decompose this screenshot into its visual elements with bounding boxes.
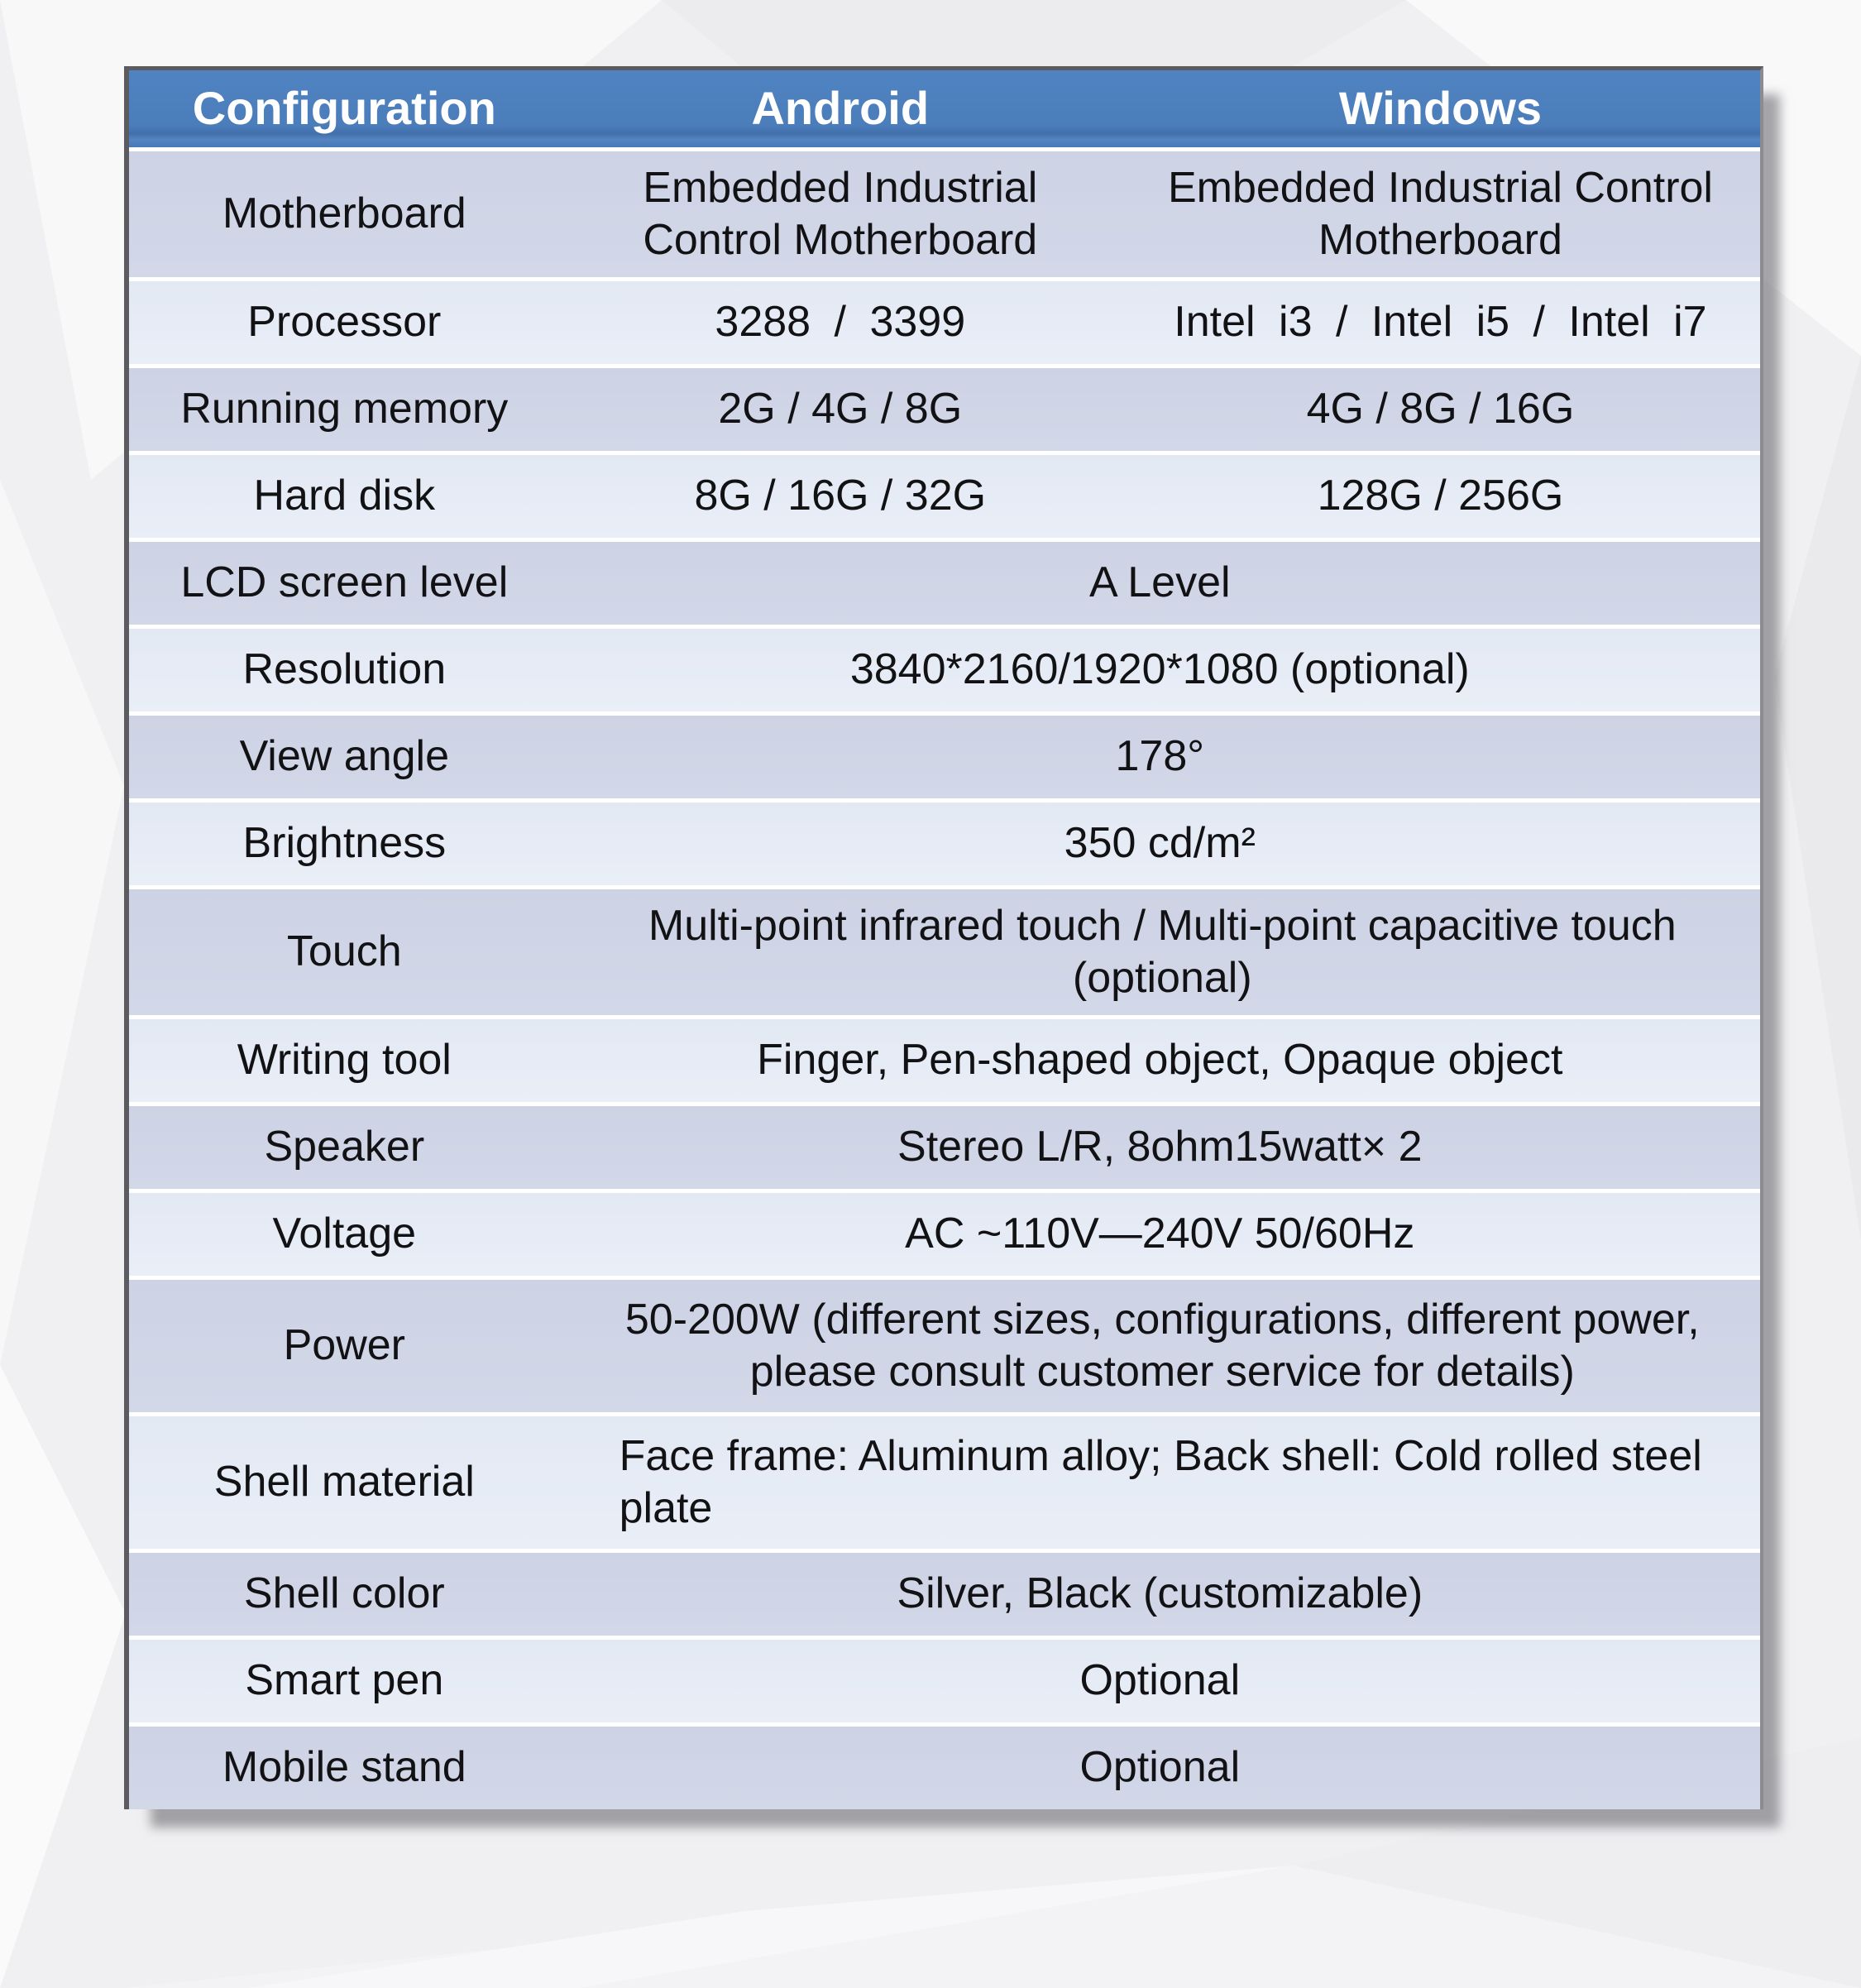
row-label: Smart pen <box>129 1640 560 1722</box>
table-row-brightness <box>129 802 1760 889</box>
shared-value: 3840*2160/1920*1080 (optional) <box>560 629 1760 711</box>
shared-value: Silver, Black (customizable) <box>560 1553 1760 1636</box>
table-row-shell-color <box>129 1553 1760 1640</box>
table-header-row <box>129 70 1760 151</box>
table-row-motherboard <box>129 151 1760 281</box>
shared-value: Optional <box>560 1640 1760 1722</box>
table-row-writing-tool <box>129 1019 1760 1106</box>
table-row-speaker <box>129 1106 1760 1193</box>
row-label: Touch <box>129 889 560 1015</box>
table-row-processor <box>129 281 1760 368</box>
windows-value: 128G / 256G <box>1121 455 1760 538</box>
shared-value: 178° <box>560 716 1760 798</box>
row-label: Motherboard <box>129 151 560 277</box>
android-value: 3288 / 3399 <box>560 281 1121 364</box>
spec-table <box>124 66 1763 1809</box>
row-label: Voltage <box>129 1193 560 1276</box>
shared-value: AC ~110V—240V 50/60Hz <box>560 1193 1760 1276</box>
table-row-running-memory <box>129 368 1760 455</box>
table-row-shell-material <box>129 1416 1760 1553</box>
windows-value: 4G / 8G / 16G <box>1121 368 1760 451</box>
shared-value: 50-200W (different sizes, configurations, different power, please consult customer service for details) <box>560 1280 1760 1412</box>
row-label: Resolution <box>129 629 560 711</box>
column-header-configuration: Configuration <box>129 70 560 147</box>
table-row-view-angle <box>129 716 1760 802</box>
row-label: Running memory <box>129 368 560 451</box>
table-row-touch <box>129 889 1760 1019</box>
column-header-android: Android <box>560 70 1121 147</box>
windows-value: Intel i3 / Intel i5 / Intel i7 <box>1121 281 1760 364</box>
windows-value: Embedded Industrial Control Motherboard <box>1121 151 1760 277</box>
table-row-voltage <box>129 1193 1760 1280</box>
row-label: Shell material <box>129 1416 560 1549</box>
column-header-windows: Windows <box>1121 70 1760 147</box>
shared-value: Stereo L/R, 8ohm15watt× 2 <box>560 1106 1760 1189</box>
row-label: Mobile stand <box>129 1727 560 1809</box>
shared-value: Optional <box>560 1727 1760 1809</box>
row-label: Shell color <box>129 1553 560 1636</box>
row-label: View angle <box>129 716 560 798</box>
shared-value: Finger, Pen-shaped object, Opaque object <box>560 1019 1760 1102</box>
table-row-lcd-screen-level <box>129 542 1760 629</box>
android-value: 8G / 16G / 32G <box>560 455 1121 538</box>
android-value: 2G / 4G / 8G <box>560 368 1121 451</box>
row-label: Brightness <box>129 802 560 885</box>
row-label: Speaker <box>129 1106 560 1189</box>
row-label: Power <box>129 1280 560 1412</box>
shared-value: Face frame: Aluminum alloy; Back shell: Cold rolled steel plate <box>560 1416 1760 1549</box>
row-label: Hard disk <box>129 455 560 538</box>
row-label: Writing tool <box>129 1019 560 1102</box>
table-row-mobile-stand <box>129 1727 1760 1809</box>
android-value: Embedded Industrial Control Motherboard <box>560 151 1121 277</box>
shared-value: A Level <box>560 542 1760 625</box>
row-label: Processor <box>129 281 560 364</box>
shared-value: Multi-point infrared touch / Multi-point capacitive touch (optional) <box>560 889 1760 1015</box>
table-row-hard-disk <box>129 455 1760 542</box>
shared-value: 350 cd/m² <box>560 802 1760 885</box>
table-row-power <box>129 1280 1760 1416</box>
row-label: LCD screen level <box>129 542 560 625</box>
table-row-smart-pen <box>129 1640 1760 1727</box>
table-row-resolution <box>129 629 1760 716</box>
